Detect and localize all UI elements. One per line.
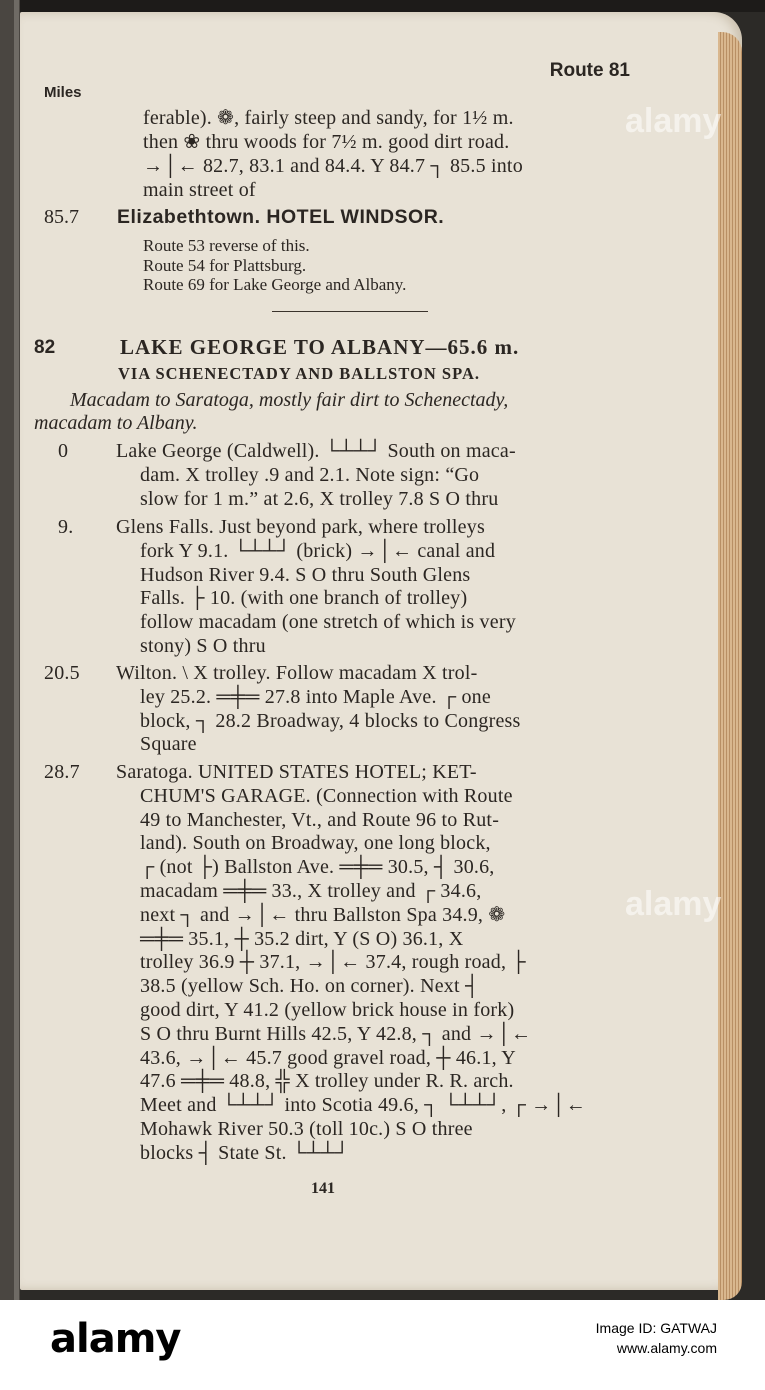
mile-marker: 0 — [58, 440, 69, 462]
route-subtitle: VIA SCHENECTADY AND BALLSTON SPA. — [118, 364, 481, 383]
top-bar — [0, 0, 765, 12]
text-line: dam. X trolley .9 and 2.1. Note sign: “Go — [140, 463, 480, 486]
book-spine — [0, 0, 20, 1300]
text-line: Hudson River 9.4. S O thru South Glens — [140, 563, 471, 586]
text-line: macadam ═╪═ 33., X trolley and ┌ 34.6, — [140, 880, 482, 902]
entry-heading-line: Glens Falls. Just beyond park, where trolleys — [116, 516, 485, 538]
watermark: alamy — [625, 885, 722, 923]
text-line: Square — [140, 733, 197, 756]
text-line: ferable). ❁, fairly steep and sandy, for 1½ m. — [143, 107, 514, 129]
mile-marker: 9. — [58, 516, 74, 538]
text-line: then ❀ thru woods for 7½ m. good dirt road. — [143, 131, 510, 153]
text-line: 47.6 ═╪═ 48.8, ╬ X trolley under R. R. arch. — [140, 1070, 514, 1093]
mile-marker: 85.7 — [44, 206, 79, 228]
text-line: block, ┐ 28.2 Broadway, 4 blocks to Congress — [140, 709, 521, 732]
text-line: CHUM'S GARAGE. (Connection with Route — [140, 784, 513, 807]
route-title: LAKE GEORGE TO ALBANY—65.6 m. — [120, 335, 520, 359]
text-line: blocks ┤ State St. └┴┴┘ — [140, 1141, 350, 1164]
page-edges — [718, 32, 742, 1300]
site-url: www.alamy.com — [616, 1340, 717, 1356]
text-line: S O thru Burnt Hills 42.5, Y 42.8, ┐ and →│← — [140, 1022, 532, 1045]
text-line: fork Y 9.1. └┴┴┘ (brick) →│← canal and — [140, 539, 496, 562]
text-line: trolley 36.9 ┼ 37.1, →│← 37.4, rough road, ├ — [140, 951, 526, 974]
text-line: 49 to Manchester, Vt., and Route 96 to Rut- — [140, 808, 500, 831]
text-line: Meet and └┴┴┘ into Scotia 49.6, ┐ └┴┴┘, ┌ →│← — [140, 1094, 586, 1117]
route-note: Route 54 for Plattsburg. — [143, 256, 307, 275]
text-line: good dirt, Y 41.2 (yellow brick house in fork) — [140, 999, 515, 1021]
divider — [272, 311, 428, 312]
text-line: Falls. ├ 10. (with one branch of trolley) — [140, 587, 468, 610]
text-line: →│← 82.7, 83.1 and 84.4. Y 84.7 ┐ 85.5 into — [143, 155, 523, 177]
route-description: Macadam to Saratoga, mostly fair dirt to Schenectady, — [70, 389, 509, 411]
entry-heading-line: Saratoga. UNITED STATES HOTEL; KET- — [116, 761, 477, 783]
text-line: ┌ (not ├) Ballston Ave. ═╪═ 30.5, ┤ 30.6, — [140, 856, 495, 879]
entry-heading-line: Wilton. \ X trolley. Follow macadam X trol- — [116, 662, 478, 684]
text-line: 38.5 (yellow Sch. Ho. on corner). Next ┤ — [140, 975, 480, 998]
route-note: Route 53 reverse of this. — [143, 236, 310, 255]
route-number: 82 — [34, 337, 56, 358]
entry-heading-line: Lake George (Caldwell). └┴┴┘ South on maca- — [116, 440, 516, 462]
miles-label: Miles — [44, 84, 82, 101]
text-line: stony) S O thru — [140, 635, 266, 657]
text-line: main street of — [143, 179, 256, 201]
image-id: Image ID: GATWAJ — [595, 1320, 717, 1336]
route-description: macadam to Albany. — [34, 412, 198, 434]
watermark: alamy — [625, 102, 722, 140]
text-line: land). South on Broadway, one long block, — [140, 832, 491, 855]
text-line: 43.6, →│← 45.7 good gravel road, ┼ 46.1, Y — [140, 1046, 516, 1069]
text-line: ley 25.2. ═╪═ 27.8 into Maple Ave. ┌ one — [140, 685, 491, 708]
text-line: slow for 1 m.” at 2.6, X trolley 7.8 S O thru — [140, 487, 499, 510]
page-number: 141 — [311, 1180, 335, 1197]
route-note: Route 69 for Lake George and Albany. — [143, 275, 407, 294]
mile-marker: 20.5 — [44, 662, 80, 684]
route-header: Route 81 — [549, 60, 630, 81]
image-reference — [596, 1318, 717, 1358]
text-line: follow macadam (one stretch of which is very — [140, 611, 516, 634]
mile-marker: 28.7 — [44, 761, 80, 783]
text-line: Mohawk River 50.3 (toll 10c.) S O three — [140, 1118, 473, 1140]
text-line: next ┐ and →│← thru Ballston Spa 34.9, ❁ — [140, 903, 506, 926]
text-line: ═╪═ 35.1, ┼ 35.2 dirt, Y (S O) 36.1, X — [140, 927, 464, 950]
entry-heading: Elizabethtown. HOTEL WINDSOR. — [117, 206, 445, 228]
brand-logo: alamy — [50, 1316, 181, 1362]
